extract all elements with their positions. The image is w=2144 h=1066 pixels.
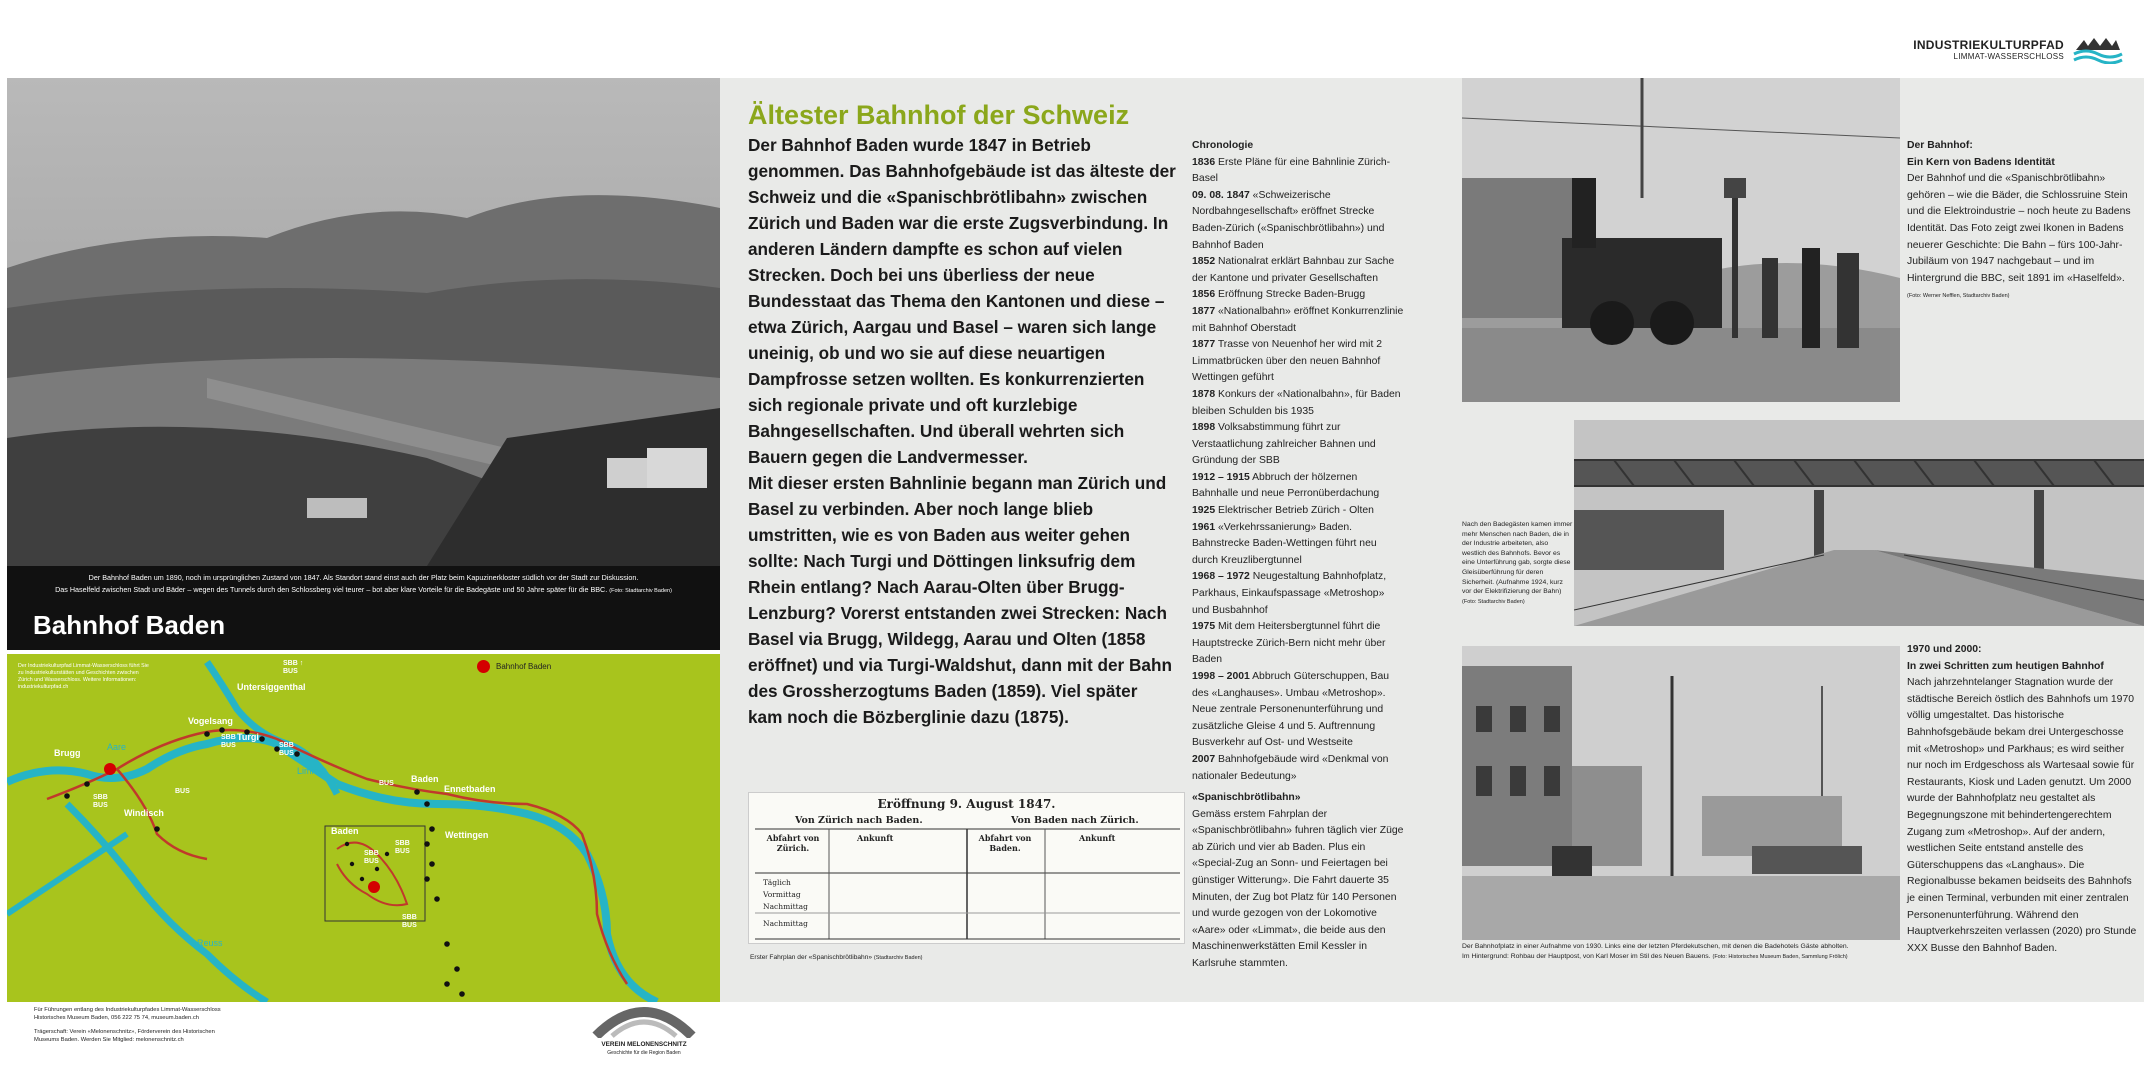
logo-waves-icon bbox=[2072, 34, 2124, 64]
spanischbroetli-section bbox=[1192, 790, 1404, 973]
middle-caption-credit: (Foto: Stadtarchiv Baden) bbox=[1462, 598, 1525, 605]
map-label-untersiggenthal: Untersiggenthal bbox=[237, 682, 306, 692]
fahrplan-ankunft-right: Ankunft bbox=[1079, 833, 1116, 843]
fahrplan-abfahrt-baden: Abfahrt von Baden. bbox=[978, 833, 1032, 853]
photo1-credit: (Foto: Stadtarchiv Baden) bbox=[609, 588, 672, 594]
right-bottom-heading1: 1970 und 2000: bbox=[1907, 644, 1982, 655]
chronology-text: Abbruch Güterschuppen, Bau des «Langhauses». Umbau «Metroshop». Neue zentrale Personenunterführung und zusätzliche Gleise 4 und 5. Auftrennung Busverkehr auf Ost- und Westseite bbox=[1192, 671, 1390, 749]
spanischbroetli-heading: «Spanischbrötlibahn» bbox=[1192, 792, 1301, 803]
chronology-item bbox=[1192, 470, 1404, 503]
chronology-text: «Schweizerische Nordbahngesellschaft» eröffnet Strecke Baden-Zürich («Spanischbrötlibahn») und Bahnhof Baden bbox=[1192, 189, 1385, 251]
chronology-item bbox=[1192, 619, 1404, 669]
main-paragraph-1: Der Bahnhof Baden wurde 1847 in Betrieb genommen. Das Bahnhofgebäude ist das älteste der Schweiz und die «Spanischbrötlibahn» zwischen Zürich und Baden war die erste Zugsverbindung. In anderen Ländern dampfte es schon auf vielen Strecken. Doch bei uns überliess der neue Bundesstaat das Thema den Kantonen und diese – etwa Zürich, Aargau und Basel – waren sich lange uneinig, ob und wo sie auf diese neuartigen Dampfrosse setzen wollten. Es konkurrenzierten sich regionale private und oft kurzlebige Bahngesellschaften. Und überall wehrten sich Bauern gegen die Landvermesser. bbox=[748, 135, 1176, 467]
footer-left bbox=[34, 1006, 221, 1044]
bottom-caption-line1: Der Bahnhofplatz in einer Aufnahme von 1930. Links eine der letzten Pferdekutschen, mit denen die Badehotels Gäste abholten. bbox=[1462, 943, 1849, 950]
chronology-item bbox=[1192, 188, 1404, 254]
top-bar bbox=[0, 0, 2144, 78]
legend-marker-icon bbox=[477, 660, 490, 673]
fahrplan-image bbox=[748, 792, 1185, 944]
chronology-item bbox=[1192, 420, 1404, 470]
map-label-sbb5: SBB bbox=[364, 850, 379, 857]
fahrplan-caption-text: Erster Fahrplan der «Spanischbrötlibahn» bbox=[750, 954, 873, 961]
bottom-caption bbox=[1462, 942, 1902, 962]
main-title: Ältester Bahnhof der Schweiz bbox=[748, 100, 1130, 130]
chronology-item bbox=[1192, 752, 1404, 785]
chronology-text: Bahnhofgebäude wird «Denkmal von nationaler Bedeutung» bbox=[1192, 753, 1389, 782]
chronology-year: 1898 bbox=[1192, 422, 1216, 434]
fahrplan-ankunft-left: Ankunft bbox=[857, 833, 894, 843]
chronology-year: 1961 bbox=[1192, 521, 1216, 533]
footer-line4: Museums Baden. Werden Sie Mitglied: melonenschnitz.ch bbox=[34, 1037, 184, 1043]
chronology-year: 1877 bbox=[1192, 339, 1216, 351]
chronology-item bbox=[1192, 387, 1404, 420]
fahrplan-caption bbox=[750, 954, 923, 961]
map-label-bus5: BUS bbox=[395, 848, 410, 855]
chronology-item bbox=[1192, 520, 1404, 570]
map-label-bus3: BUS bbox=[279, 750, 294, 757]
photo-bahnhofplatz-1930 bbox=[1462, 646, 1900, 940]
map-label-aare: Aare bbox=[107, 742, 127, 752]
map-label-baden: Baden bbox=[411, 774, 439, 784]
chronology-text: Trasse von Neuenhof her wird mit 2 Limmatbrücken über den neuen Bahnhof Wettingen geführt bbox=[1192, 339, 1383, 384]
map-label-bus6: BUS bbox=[364, 858, 379, 865]
map-label-ennetbaden: Ennetbaden bbox=[444, 784, 496, 794]
chronology-year: 1852 bbox=[1192, 256, 1216, 268]
chronology-item bbox=[1192, 503, 1404, 520]
chronology-list bbox=[1192, 155, 1404, 786]
map-legend bbox=[477, 660, 551, 673]
fahrplan-title: Eröffnung 9. August 1847. bbox=[877, 797, 1056, 811]
fahrplan-right-head: Von Baden nach Zürich. bbox=[1011, 815, 1139, 826]
logo-line1: INDUSTRIEKULTURPFAD bbox=[1913, 37, 2064, 52]
map-label-sbb-top: SBB ↑ bbox=[283, 660, 304, 667]
chronology-year: 1912 – 1915 bbox=[1192, 471, 1250, 483]
map-label-bus7: BUS bbox=[402, 922, 417, 929]
chronology-item bbox=[1192, 254, 1404, 287]
verein-name: VEREIN MELONENSCHNITZ bbox=[601, 1041, 687, 1048]
map-label-vogelsang: Vogelsang bbox=[188, 716, 233, 726]
chronology-text: Mit dem Heitersbergtunnel führt die Hauptstrecke Zürich-Bern nicht mehr über Baden bbox=[1192, 621, 1386, 666]
map-label-sbb2: SBB bbox=[221, 734, 236, 741]
chronology-year: 1998 – 2001 bbox=[1192, 671, 1250, 682]
map-label-brugg: Brugg bbox=[54, 748, 81, 758]
fahrplan-credit: (Stadtarchiv Baden) bbox=[873, 955, 923, 961]
map-label-sbb3: SBB bbox=[279, 742, 294, 749]
right-bottom-heading2: In zwei Schritten zum heutigen Bahnhof bbox=[1907, 660, 2104, 672]
chronology-year: 1856 bbox=[1192, 289, 1216, 301]
fahrplan-row-1: Täglich bbox=[763, 878, 791, 887]
right-top-heading2: Ein Kern von Badens Identität bbox=[1907, 156, 2055, 168]
legend-label: Bahnhof Baden bbox=[496, 662, 552, 671]
photo-bahnhof-1890 bbox=[7, 78, 720, 566]
fahrplan-row-2: Vormittag bbox=[763, 890, 801, 899]
chronology-item bbox=[1192, 155, 1404, 188]
map-label-sbb4: SBB bbox=[395, 840, 410, 847]
logo bbox=[1913, 34, 2124, 64]
chronology-text: Elektrischer Betrieb Zürich - Olten bbox=[1218, 505, 1374, 517]
chronology-text: Neugestaltung Bahnhofplatz, Parkhaus, Einkaufspassage «Metroshop» und Busbahnhof bbox=[1192, 571, 1387, 616]
chronology bbox=[1192, 138, 1404, 785]
chronology-text: Volksabstimmung führt zur Verstaatlichung zahlreicher Bahnen und Gründung der SBB bbox=[1192, 422, 1376, 467]
fahrplan-grid bbox=[749, 793, 1186, 945]
spanischbroetli-text: Gemäss erstem Fahrplan der «Spanischbrötlibahn» fuhren täglich vier Züge ab Zürich und vier ab Baden. Plus ein «Special-Zug an Sonn- und Feiertagen bei günstiger Witterung». Die Fahrt dauerte 35 Minuten, der Zug bot Platz für 140 Personen und wurde gezogen von der Lokomotive «Aare» oder «Limmat», die beide aus den Maschinenwerkstätten Emil Kessler in Karlsruhe stammten. bbox=[1192, 808, 1404, 969]
chronology-text: «Verkehrssanierung» Baden. Bahnstrecke Baden-Wettingen führt neu durch Kreuzlibergtunnel bbox=[1192, 521, 1377, 566]
map-label-bus4: BUS bbox=[175, 788, 190, 795]
chronology-text: Abbruch der hölzernen Bahnhalle und neue Perronüberdachung bbox=[1192, 471, 1380, 500]
logo-line2: LIMMAT-WASSERSCHLOSS bbox=[1953, 51, 2064, 61]
map-info-text: Der Industriekulturpfad Limmat-Wasserschloss führt Sie zu Industriekulturstätten und Geschichten zwischen Zürich und Wasserschloss. Weitere Informationen: industriekulturpfad.ch bbox=[18, 663, 149, 690]
fahrplan-left-head: Von Zürich nach Baden. bbox=[795, 815, 923, 826]
middle-caption bbox=[1462, 520, 1574, 607]
right-bottom-body: Nach jahrzehntelanger Stagnation wurde der städtische Bereich östlich des Bahnhofs um 1970 völlig umgestaltet. Das historische Bahnhofsgebäude bekam drei Untergeschosse mit «Metroshop» und Parkhaus; es wird seither nur noch im Erdgeschoss als Wartesaal sowie für Restaurants, Kiosk und Laden genutzt. Um 2000 wurde der Bahnhofplatz neu gestaltet als Begegnungszone mit behindertengerechtem Zugang zum «Metroshop». Auf der andern, westlichen Seite entstand anstelle des Güterschuppens das «Langhaus». Die Regionalbusse bekamen beidseits des Bahnhofs je einen Terminal, verbunden mit einer zentralen Personenunterführung. Während den Hauptverkehrszeiten verlassen (2020) pro Stunde XXX Busse den Bahnhof Baden. bbox=[1907, 677, 2137, 954]
right-bottom-text bbox=[1907, 642, 2137, 957]
fahrplan-row-4: Nachmittag bbox=[763, 919, 808, 928]
bottom-caption-credit: (Foto: Historisches Museum Baden, Sammlung Frölich) bbox=[1712, 953, 1848, 960]
chronology-year: 1968 – 1972 bbox=[1192, 571, 1250, 583]
bottom-caption-line2: Im Hintergrund: Rohbau der Hauptpost, von Karl Moser im Stil des Neuen Bauens. bbox=[1462, 952, 1711, 960]
map-label-sbb6: SBB bbox=[402, 914, 417, 921]
footer-line1: Für Führungen entlang des Industriekulturpfades Limmat-Wasserschloss bbox=[34, 1007, 221, 1013]
footer-line3: Trägerschaft: Verein «Melonenschnitz», Förderverein des Historischen bbox=[34, 1029, 215, 1035]
verein-logo bbox=[592, 1004, 696, 1057]
right-top-heading1: Der Bahnhof: bbox=[1907, 140, 1973, 151]
right-top-credit: (Foto: Werner Nefflen, Stadtarchiv Baden) bbox=[1907, 293, 2010, 300]
chronology-year: 1836 bbox=[1192, 156, 1216, 168]
photo1-caption-band bbox=[7, 566, 720, 650]
main-text bbox=[748, 132, 1176, 730]
map-label-limmat: Limmat bbox=[297, 766, 327, 776]
map-label-windisch: Windisch bbox=[124, 808, 164, 818]
chronology-item bbox=[1192, 287, 1404, 304]
right-top-body: Der Bahnhof und die «Spanischbrötlibahn» gehören – wie die Bäder, die Schlossruine Stein und die Elektroindustrie – noch heute zu Badens Identität. Das Foto zeigt zwei Ikonen in Badens neuerer Geschichte: Die Bahn – fürs 100-Jahr-Jubiläum von 1947 nachgebaut – und im Hintergrund die BBC, seit 1891 im «Haselfeld». bbox=[1907, 173, 2131, 284]
right-top-text bbox=[1907, 138, 2137, 305]
map-label-reuss: Reuss bbox=[197, 938, 223, 948]
fahrplan-abfahrt-zuerich: Abfahrt von Zürich. bbox=[766, 833, 820, 853]
map-label-sbb1: SBB bbox=[93, 794, 108, 801]
map-label-bus1: BUS bbox=[93, 802, 108, 809]
chronology-year: 1878 bbox=[1192, 388, 1216, 400]
section-title-bahnhof-baden: Bahnhof Baden bbox=[33, 610, 226, 640]
melonenschnitz-logo-icon bbox=[592, 1004, 696, 1038]
chronology-text: Konkurs der «Nationalbahn», für Baden bleiben Schulden bis 1935 bbox=[1192, 388, 1401, 417]
chronology-item bbox=[1192, 569, 1404, 619]
chronology-year: 1877 bbox=[1192, 305, 1216, 317]
region-map bbox=[7, 654, 720, 1002]
map-label-bus-top: BUS bbox=[283, 668, 298, 675]
map-label-baden-inset: Baden bbox=[331, 826, 359, 836]
chronology-year: 2007 bbox=[1192, 753, 1216, 765]
main-paragraph-2: Mit dieser ersten Bahnlinie begann man Zürich und Basel zu verbinden. Aber noch lange blieb umstritten, wie es von Baden aus weiter gehen sollte: Nach Turgi und Döttingen linksufrig dem Rhein entlang? Nach Aarau-Olten über Brugg-Lenzburg? Vorerst entstanden zwei Strecken: Nach Basel via Brugg, Wildegg, Aarau und Olten (1858 eröffnet) und via Turgi-Waldshut, dann mit der Bahn des Grossherzogtums Baden (1859). Viel später kam noch die Bözberglinie dazu (1875). bbox=[748, 473, 1172, 727]
photo1-caption-line2: Das Haselfeld zwischen Stadt und Bäder – wegen des Tunnels durch den Schlossberg viel teurer – bot aber klare Vorteile für die Badegäste und 50 Jahre später für die BBC. bbox=[55, 585, 608, 594]
map-label-wettingen: Wettingen bbox=[445, 830, 489, 840]
chronology-item bbox=[1192, 337, 1404, 387]
chronology-year: 1975 bbox=[1192, 621, 1216, 633]
footer-line2: Historisches Museum Baden, 056 222 75 74, museum.baden.ch bbox=[34, 1015, 199, 1021]
verein-tagline: Geschichte für die Region Baden bbox=[607, 1050, 681, 1056]
chronology-text: Erste Pläne für eine Bahnlinie Zürich-Basel bbox=[1192, 156, 1391, 185]
chronology-year: 1925 bbox=[1192, 505, 1216, 517]
chronology-item bbox=[1192, 304, 1404, 337]
fahrplan-row-3: Nachmittag bbox=[763, 902, 808, 911]
chronology-year: 09. 08. 1847 bbox=[1192, 189, 1250, 201]
chronology-text: Eröffnung Strecke Baden-Brugg bbox=[1218, 289, 1366, 301]
photo-gleisueberfuehrung bbox=[1574, 420, 2144, 626]
chronology-item bbox=[1192, 669, 1404, 752]
map-graphic bbox=[7, 654, 720, 1002]
photo1-caption bbox=[7, 566, 720, 597]
middle-caption-text: Nach den Badegästen kamen immer mehr Menschen nach Baden, die in der Industrie arbeiteten, also westlich des Bahnhofs. Bevor es eine Unterführung gab, sorgte diese Gleisüberführung für deren Sicherheit. (Aufnahme 1924, kurz vor der Elektrifizierung der Bahn) bbox=[1462, 521, 1573, 596]
chronology-text: «Nationalbahn» eröffnet Konkurrenzlinie mit Bahnhof Oberstadt bbox=[1192, 305, 1404, 334]
map-label-turgi: Turgi bbox=[237, 732, 259, 742]
photo1-caption-line1: Der Bahnhof Baden um 1890, noch im ursprünglichen Zustand von 1847. Als Standort stand einst auch der Platz beim Kapuzinerkloster südlich vor der Stadt zur Diskussion. bbox=[88, 573, 639, 582]
chronology-heading: Chronologie bbox=[1192, 140, 1254, 151]
map-label-bus8: BUS bbox=[379, 780, 394, 787]
chronology-text: Nationalrat erklärt Bahnbau zur Sache der Kantone und privater Gesellschaften bbox=[1192, 256, 1395, 284]
photo-steam-train bbox=[1462, 78, 1900, 402]
map-label-bus2: BUS bbox=[221, 742, 236, 749]
